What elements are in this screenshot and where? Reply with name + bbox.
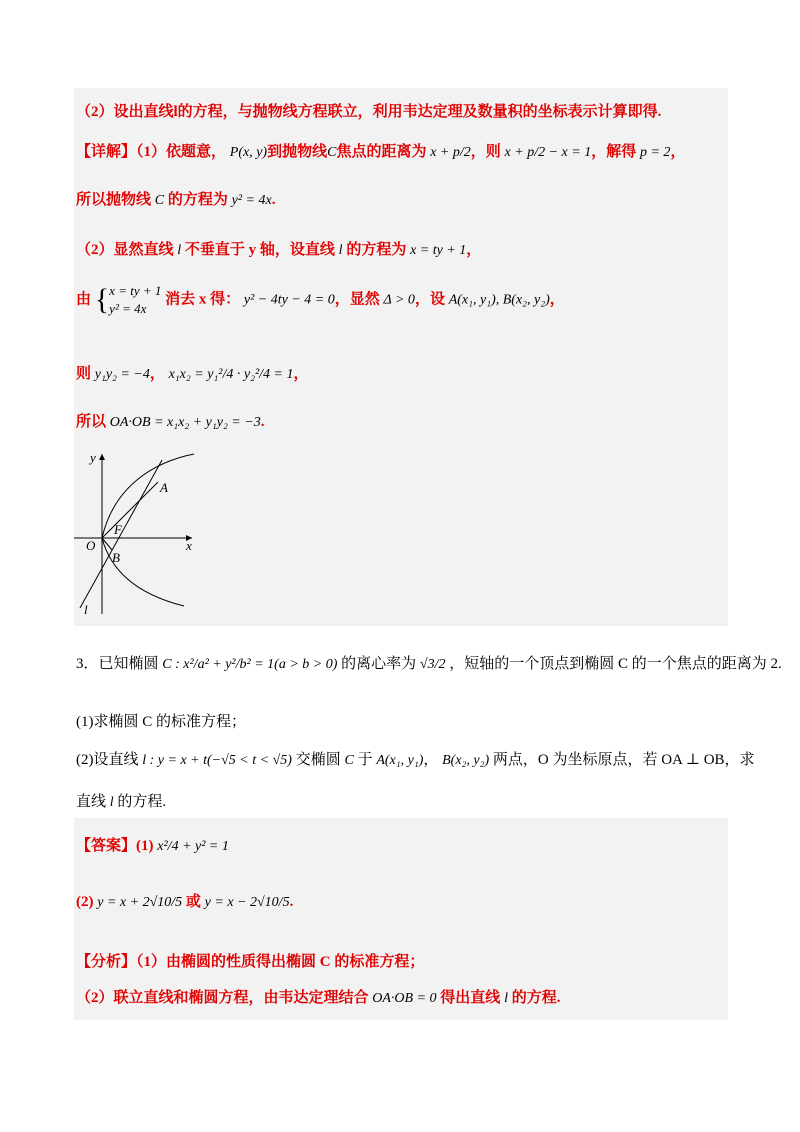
system-eq-1: x = ty + 1 (109, 283, 162, 298)
label-b: B (112, 550, 120, 565)
question-3-part-2-cont (76, 790, 166, 811)
detail-text: 到抛物线 (267, 144, 328, 160)
math-point-a: A(x₁, y₁) (376, 753, 424, 768)
detail-text: ，设 (414, 291, 445, 308)
answer-text: . (289, 894, 294, 910)
system-brace: { (94, 283, 110, 316)
math-l: l (504, 991, 508, 1006)
equation-system (109, 282, 161, 318)
detail-line-3 (76, 238, 481, 259)
detail-text: ， (293, 366, 309, 382)
answer-line-2 (76, 890, 293, 911)
label-o: O (86, 538, 96, 553)
math-equation: x + p/2 − x = 1 (504, 145, 592, 160)
detail-line-4 (76, 282, 565, 318)
answer-line-1 (76, 834, 229, 855)
math-answer-2a: y = x + 2√10/5 (97, 895, 183, 910)
question-text: ，短轴的一个顶点到椭圆 C 的一个焦点的距离为 2. (449, 656, 782, 672)
detail-line-6 (76, 410, 264, 431)
detail-text: （2）显然直线 (76, 242, 174, 258)
question-text: (2)设直线 (76, 752, 139, 768)
label-f: F (114, 522, 122, 537)
detail-line-1 (76, 140, 685, 161)
math-delta: Δ > 0 (383, 292, 415, 308)
answer-tag: 【答案】 (76, 838, 137, 854)
math-parabola: y² = 4x (231, 193, 272, 208)
math-point-p: P(x, y) (229, 145, 268, 160)
answer-text: (1) (136, 838, 154, 854)
question-text: 两点，O 为坐标原点，若 OA ⊥ OB，求 (492, 752, 755, 768)
detail-line-2 (76, 188, 275, 209)
question-3-part-2 (76, 748, 755, 769)
question-text: 直线 (76, 794, 107, 810)
math-point-b: B(x₂, y₂) (442, 753, 490, 768)
math-y1y2: y₁y₂ = −4 (94, 367, 150, 382)
detail-text: 焦点的距离为 (336, 144, 427, 160)
math-x1x2: x₁x₂ = y₁²/4 · y₂²/4 = 1 (168, 367, 294, 382)
detail-tag: 【详解】 (76, 144, 137, 160)
part2-hint-text: （2）设出直线l的方程，与抛物线方程联立，利用韦达定理及数量积的坐标表示计算即得. (76, 104, 662, 120)
math-dot-product: OA·OB = x₁x₂ + y₁y₂ = −3 (109, 415, 261, 430)
detail-text: ，则 (470, 144, 501, 160)
parabola-figure (74, 446, 234, 618)
math-c: C (327, 145, 337, 160)
math-l: l (177, 243, 182, 258)
math-quadratic: y² − 4ty − 4 = 0 (243, 292, 335, 308)
math-p-value: p = 2 (639, 145, 671, 160)
math-c: C (344, 753, 354, 768)
label-x: x (186, 538, 192, 553)
detail-text: . (260, 414, 265, 430)
question-3-line-1 (76, 652, 782, 673)
math-line-l: l : y = x + t(−√5 < t < √5) (142, 753, 292, 768)
answer-text: (2) (76, 894, 94, 910)
analysis-text: 得出直线 (440, 990, 501, 1006)
math-dot-zero: OA·OB = 0 (372, 991, 437, 1006)
math-eccentricity: √3/2 (419, 657, 446, 672)
label-a: A (160, 480, 168, 495)
math-ellipse: C : x²/a² + y²/b² = 1(a > b > 0) (162, 657, 338, 672)
math-l: l (109, 795, 114, 810)
math-distance: x + p/2 (430, 145, 471, 160)
detail-text: ， (149, 366, 165, 382)
detail-text: ， (466, 242, 482, 258)
analysis-text: 的方程. (511, 990, 561, 1006)
detail-text: . (271, 192, 276, 208)
system-eq-2: y² = 4x (109, 301, 147, 316)
math-answer-1: x²/4 + y² = 1 (157, 839, 229, 854)
part2-hint (76, 100, 661, 121)
segment-oa (102, 482, 158, 538)
detail-text: 所以抛物线 (76, 192, 152, 208)
label-y: y (90, 450, 96, 465)
question-3-part-1 (76, 710, 246, 731)
y-axis-arrow (99, 454, 105, 460)
detail-text: ， (670, 144, 686, 160)
detail-text: 的方程为 (346, 242, 407, 258)
analysis-tag: 【分析】 (76, 954, 137, 970)
analysis-line-2 (76, 986, 560, 1007)
detail-text: ，显然 (334, 291, 380, 308)
detail-text: （1）依题意， (136, 144, 227, 160)
detail-text: ， (549, 291, 565, 308)
analysis-text: （1）由椭圆的性质得出椭圆 C 的标准方程； (136, 954, 425, 970)
question-text: 的方程. (117, 794, 167, 810)
detail-text: 则 (76, 366, 92, 382)
detail-text: 消去 x 得： (165, 291, 241, 308)
detail-text: 的方程为 (167, 192, 228, 208)
detail-text: 不垂直于 y 轴，设直线 (184, 242, 335, 258)
detail-line-5 (76, 362, 309, 383)
analysis-text: （2）联立直线和椭圆方程，由韦达定理结合 (76, 990, 369, 1006)
answer-text: 或 (185, 894, 201, 910)
math-answer-2b: y = x − 2√10/5 (204, 895, 290, 910)
math-c: C (154, 193, 165, 208)
label-l: l (84, 602, 88, 617)
math-line-eq: x = ty + 1 (410, 243, 467, 258)
question-text: 的离心率为 (341, 656, 417, 672)
math-points: A(x₁, y₁), B(x₂, y₂) (448, 292, 550, 308)
question-text: (1)求椭圆 C 的标准方程； (76, 714, 246, 730)
question-text: 交椭圆 (295, 752, 341, 768)
analysis-line-1 (76, 950, 424, 971)
question-text: 于 (357, 752, 373, 768)
detail-text: 所以 (76, 414, 107, 430)
question-text: 3．已知椭圆 (76, 656, 159, 672)
detail-text: ，解得 (591, 144, 637, 160)
math-l: l (338, 243, 343, 258)
question-text: ， (423, 752, 439, 768)
detail-text: 由 (76, 291, 92, 308)
